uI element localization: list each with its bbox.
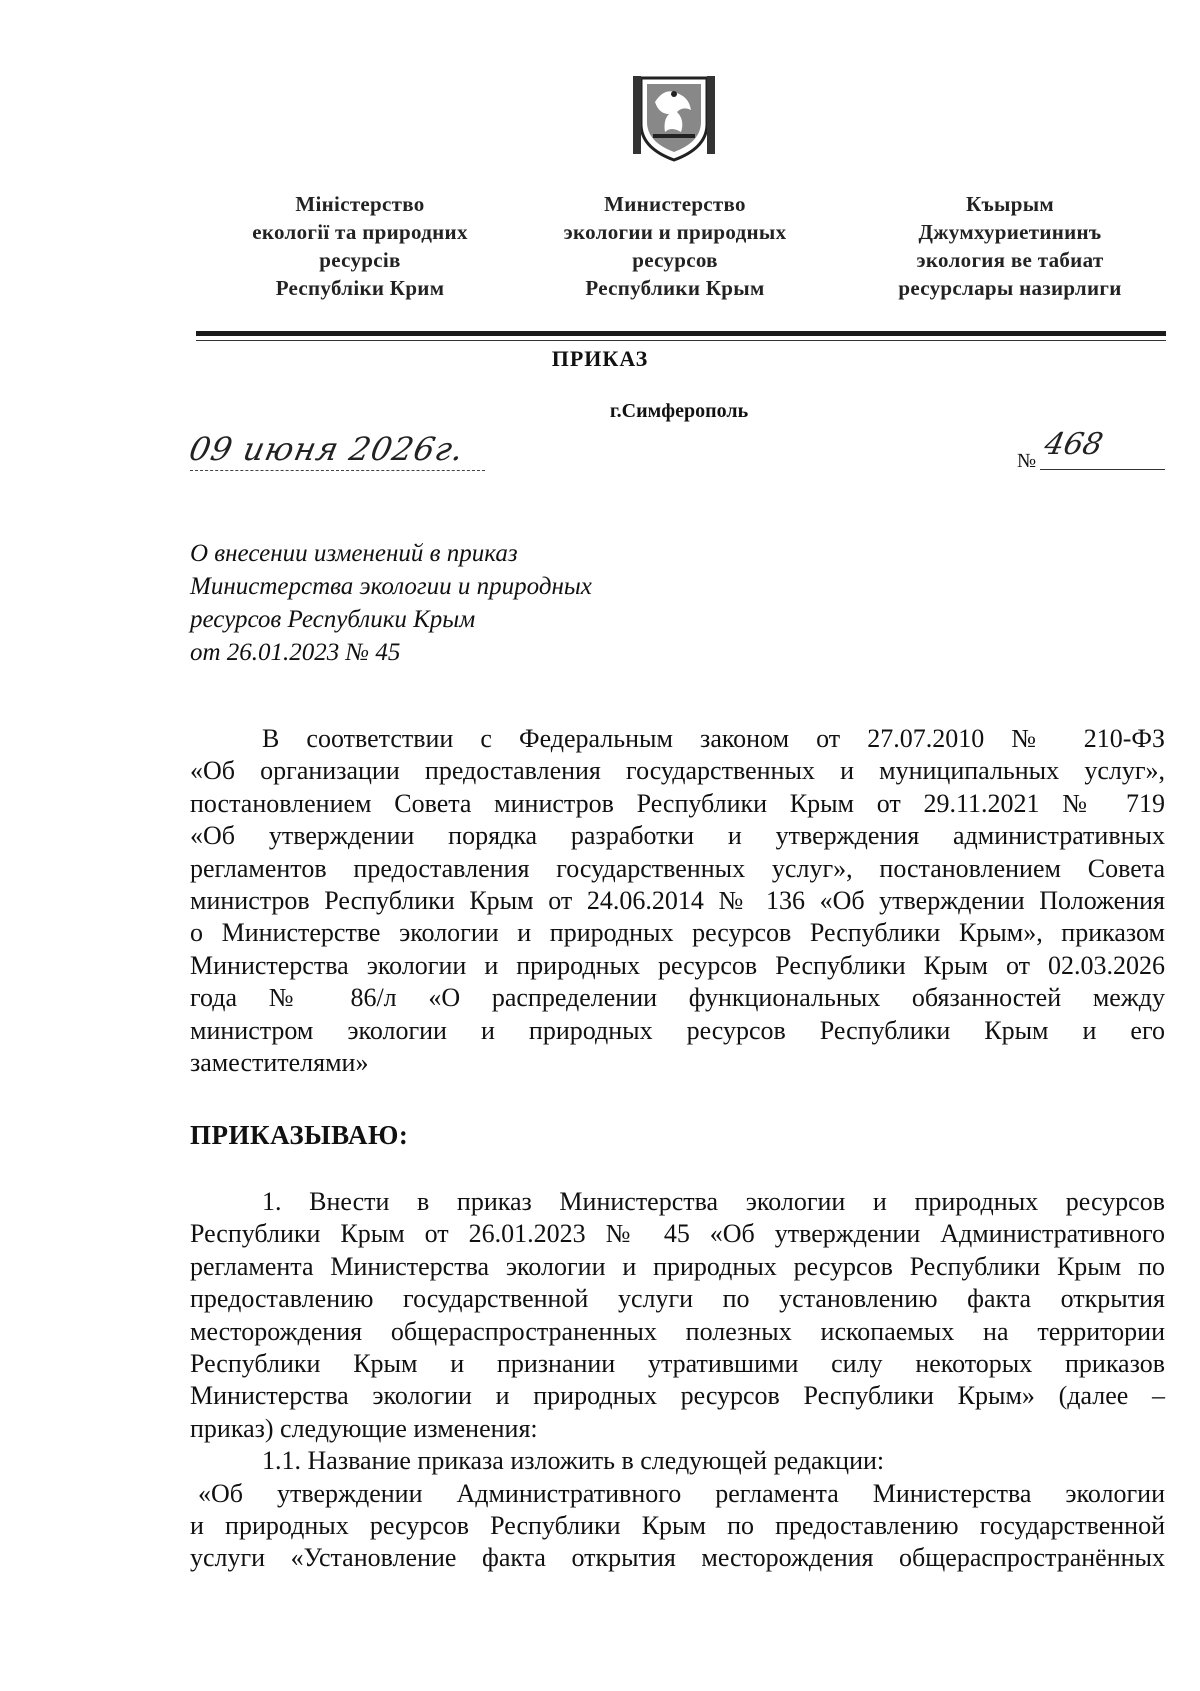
- text-line: «Об утверждении Административного регламента Министерства экологии: [198, 1478, 1165, 1508]
- text-line: регламентов предоставления государственных услуг», постановлением Совета: [190, 853, 1165, 883]
- text-line: предоставлению государственной услуги по установлению факта открытия: [190, 1284, 1165, 1314]
- ministry-name-crimean-tatar: Къырым Джумхуриетининъ экология ве табиат ресурслары назирлиги: [898, 192, 1122, 300]
- text-line: услуги «Установление факта открытия месторождения общераспространённых: [190, 1543, 1165, 1573]
- header-divider-thin: [196, 340, 1166, 341]
- text-line: Министерства экологии и природных ресурсов Республики Крым» (далее –: [190, 1381, 1165, 1411]
- text-line: 1.1. Название приказа изложить в следующей редакции:: [262, 1446, 885, 1476]
- text-line: постановлением Совета министров Республики Крым от 29.11.2021 № 719: [190, 788, 1165, 818]
- handwritten-date: 09 июня 2026г.: [185, 430, 468, 468]
- text-line: и природных ресурсов Республики Крым по предоставлению государственной: [190, 1510, 1165, 1540]
- text-line: В соответствии с Федеральным законом от 27.07.2010 № 210-ФЗ: [262, 724, 1165, 753]
- number-label: №: [1017, 450, 1037, 472]
- text-line: приказ) следующие изменения:: [190, 1413, 538, 1443]
- text-line: «Об утверждении порядка разработки и утверждения административных: [190, 821, 1165, 851]
- text-line: заместителями»: [190, 1047, 369, 1077]
- ministry-name-ukrainian: Міністерство екології та природних ресурсів Республіки Крим: [252, 192, 468, 300]
- decree-heading: ПРИКАЗЫВАЮ:: [190, 1120, 409, 1150]
- document-type: ПРИКАЗ: [551, 346, 649, 371]
- text-line: регламента Министерства экологии и природных ресурсов Республики Крым по: [190, 1251, 1165, 1281]
- text-line: года № 86/л «О распределении функциональных обязанностей между: [190, 983, 1165, 1013]
- document-subject: О внесении изменений в приказ Министерства экологии и природных ресурсов Республики Крым от 26.01.2023 № 45: [190, 540, 592, 666]
- document-city: г.Симферополь: [609, 400, 749, 422]
- text-line: о Министерстве экологии и природных ресурсов Республики Крым», приказом: [190, 918, 1165, 948]
- ministry-name-russian: Министерство экологии и природных ресурсов Республики Крым: [563, 192, 787, 300]
- text-line: «Об организации предоставления государственных и муниципальных услуг»,: [190, 756, 1165, 786]
- number-underline: [1040, 469, 1165, 470]
- text-line: министром экологии и природных ресурсов Республики Крым и его: [190, 1015, 1165, 1045]
- text-line: 1. Внести в приказ Министерства экологии и природных ресурсов: [262, 1187, 1165, 1216]
- handwritten-number: 468: [1041, 427, 1106, 462]
- text-line: министров Республики Крым от 24.06.2014 № 136 «Об утверждении Положения: [190, 885, 1165, 915]
- date-underline: [190, 470, 485, 471]
- text-line: Республики Крым от 26.01.2023 № 45 «Об утверждении Административного: [190, 1219, 1165, 1249]
- text-line: Министерства экологии и природных ресурсов Республики Крым от 02.03.2026: [190, 950, 1165, 980]
- header-divider-thick: [196, 331, 1166, 336]
- preamble-paragraph: [190, 723, 1165, 1079]
- text-line: месторождения общераспространенных полезных ископаемых на территории: [190, 1316, 1165, 1346]
- text-line: Республики Крым и признании утратившими силу некоторых приказов: [190, 1348, 1165, 1378]
- coat-of-arms-icon: [633, 72, 715, 164]
- order-item-paragraph: [190, 1186, 1165, 1575]
